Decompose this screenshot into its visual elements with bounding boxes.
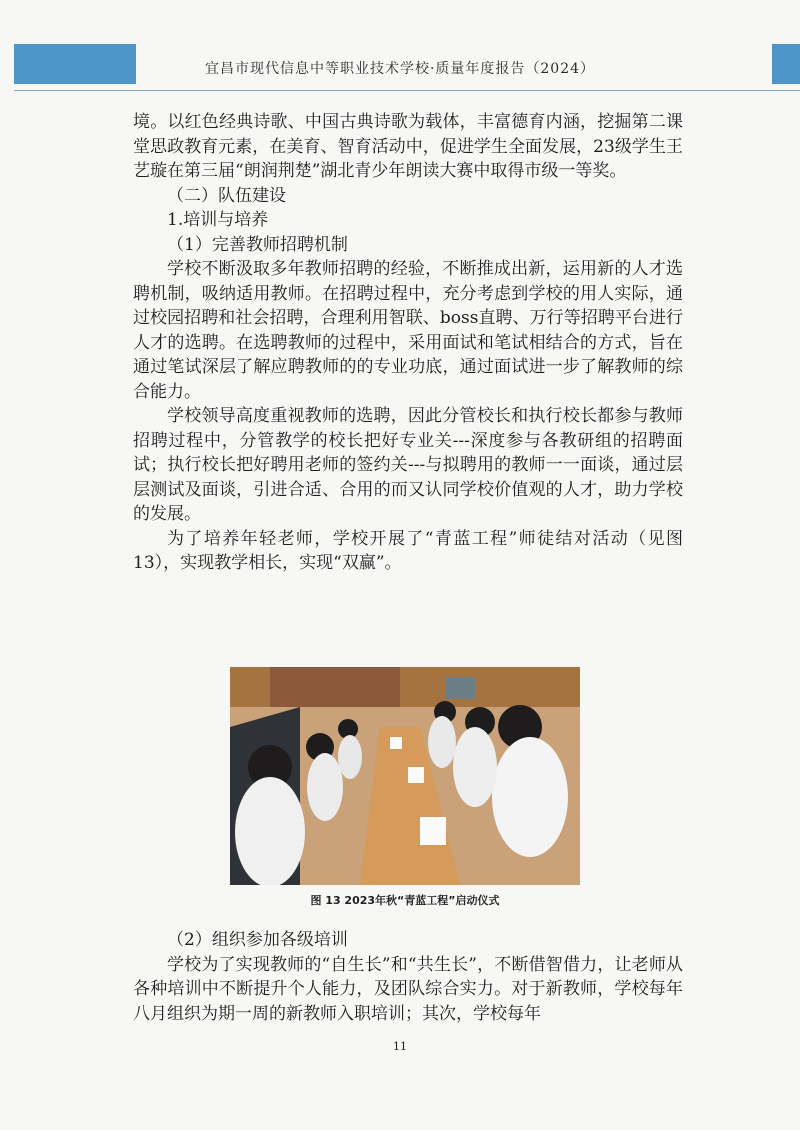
paragraph-training: 学校为了实现教师的“自生长”和“共生长”，不断借智借力，让老师从各种培训中不断提升个人能力，及团队综合实力。对于新教师，学校每年八月组织为期一周的新教师入职培训；其次，学校每年 [133,954,683,1024]
section-heading-team: （二）队伍建设 [167,185,286,206]
body-text-top [133,110,683,576]
ceremony-photo-illustration [230,667,580,885]
figure-caption: 图 13 2023年秋“青蓝工程”启动仪式 [310,894,500,907]
ceremony-photo [230,667,580,885]
subheading-training: 1.培训与培养 [167,210,269,230]
paragraph-leadership: 学校领导高度重视教师的选聘，因此分管校长和执行校长都参与教师招聘过程中，分管教学的校长把好专业关---深度参与各教研组的招聘面试；执行校长把好聘用老师的签约关---与拟聘用的教师一一面谈，通过层层测试及面谈，引进合适、合用的而又认同学校价值观的人才，助力学校的发展。 [133,406,683,524]
paragraph-recruitment: 学校不断汲取多年教师招聘的经验，不断推成出新，运用新的人才选聘机制，吸纳适用教师。在招聘过程中，充分考虑到学校的用人实际，通过校园招聘和社会招聘，合理利用智联、boss直聘、万行等招聘平台进行人才的选聘。在选聘教师的过程中，采用面试和笔试相结合的方式，旨在通过笔试深层了解应聘教师的的专业功底，通过面试进一步了解教师的综合能力。 [133,259,683,402]
subheading-training-programs: （2）组织参加各级培训 [167,930,348,950]
page-header-title: 宜昌市现代信息中等职业技术学校·质量年度报告（2024） [204,61,596,77]
subheading-recruitment: （1）完善教师招聘机制 [167,234,348,255]
paragraph-moral-education: 境。以红色经典诗歌、中国古典诗歌为载体，丰富德育内涵，挖掘第二课堂思政教育元素，在美育、智育活动中，促进学生全面发展，23级学生王艺璇在第三届“朗润荆楚”湖北青少年朗读大赛中取得市级一等奖。 [133,112,683,181]
page-number: 11 [393,1040,407,1053]
body-text-bottom [133,928,683,1026]
paragraph-mentorship: 为了培养年轻老师，学校开展了“青蓝工程”师徒结对活动（见图13），实现教学相长，实现“双赢”。 [133,528,683,573]
header-divider [14,90,800,91]
